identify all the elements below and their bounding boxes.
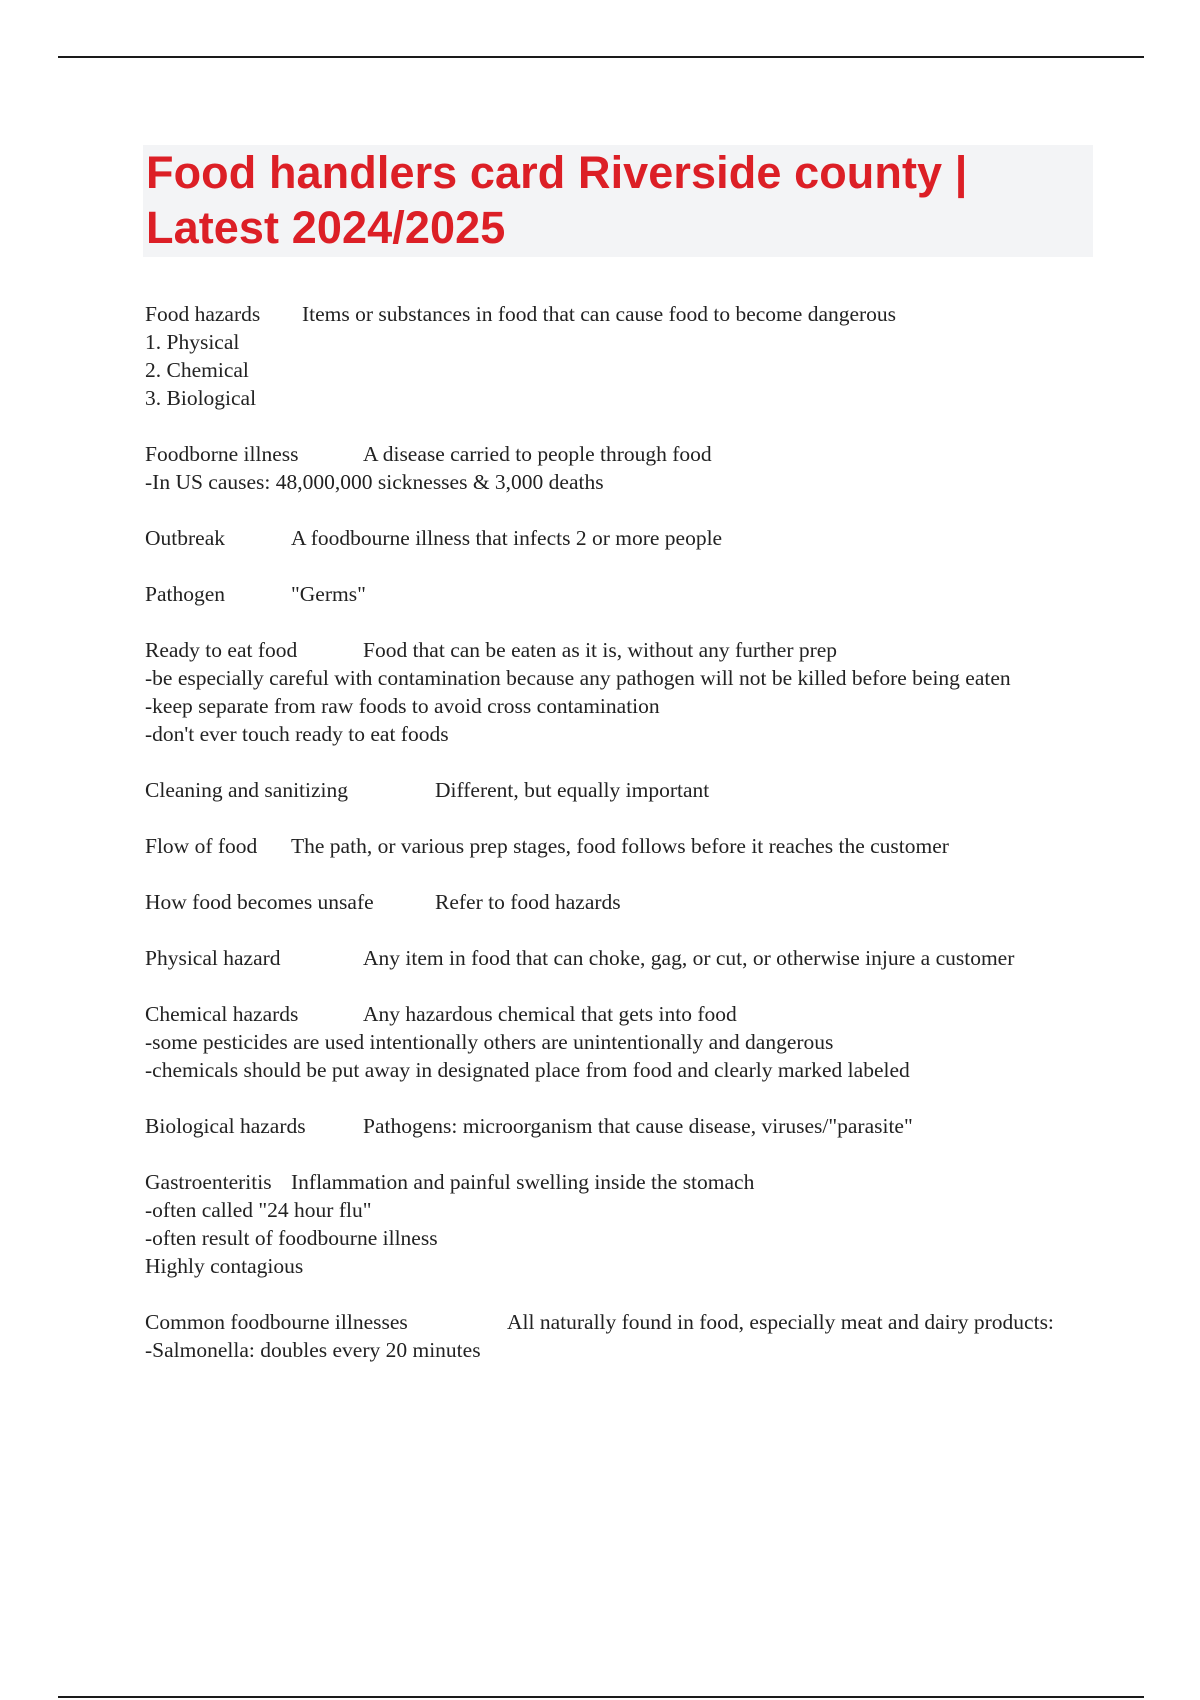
- entry-definition: Different, but equally important: [435, 778, 710, 802]
- entry-detail: -In US causes: 48,000,000 sicknesses & 3,000 deaths: [145, 470, 604, 494]
- entry-definition: The path, or various prep stages, food follows before it reaches the customer: [291, 834, 949, 858]
- entry-detail: -often called "24 hour flu": [145, 1198, 372, 1222]
- flashcard-entry: [145, 832, 1085, 860]
- entry-term: Ready to eat food: [145, 638, 298, 662]
- flashcard-entry: [145, 1000, 1085, 1084]
- flashcard-entry: [145, 636, 1085, 748]
- flashcard-entry: [145, 1112, 1085, 1140]
- entry-definition: Items or substances in food that can cause food to become dangerous: [302, 302, 897, 326]
- entry-heading: [145, 580, 1085, 608]
- entry-detail: -don't ever touch ready to eat foods: [145, 722, 449, 746]
- flashcard-entry: [145, 300, 1085, 412]
- entry-definition: Refer to food hazards: [435, 890, 621, 914]
- entry-definition: Inflammation and painful swelling inside the stomach: [291, 1170, 755, 1194]
- entry-term: Food hazards: [145, 302, 261, 326]
- entry-definition: "Germs": [291, 582, 366, 606]
- flashcard-entry: [145, 440, 1085, 496]
- entry-detail: -often result of foodbourne illness: [145, 1226, 438, 1250]
- entry-definition: Any item in food that can choke, gag, or cut, or otherwise injure a customer: [363, 946, 1015, 970]
- entry-term: Physical hazard: [145, 946, 281, 970]
- entry-term: Common foodbourne illnesses: [145, 1310, 408, 1334]
- entry-term: Biological hazards: [145, 1114, 306, 1138]
- footer-rule: [58, 1696, 1144, 1698]
- entry-heading: [145, 300, 1085, 328]
- entry-heading: [145, 776, 1085, 804]
- flashcard-entry: [145, 888, 1085, 916]
- flashcard-entry: [145, 944, 1085, 972]
- entry-definition: A foodbourne illness that infects 2 or more people: [291, 526, 723, 550]
- flashcard-entry: [145, 776, 1085, 804]
- entry-term: Cleaning and sanitizing: [145, 778, 349, 802]
- document-title-line-1: Food handlers card Riverside county |: [146, 147, 968, 198]
- entry-term: Gastroenteritis: [145, 1170, 272, 1194]
- entry-definition: Food that can be eaten as it is, without any further prep: [363, 638, 838, 662]
- entry-detail: -be especially careful with contamination because any pathogen will not be killed before being eaten: [145, 666, 1011, 690]
- document-title: [146, 145, 1093, 255]
- entry-heading: [145, 636, 1085, 664]
- entry-definition: Pathogens: microorganism that cause disease, viruses/"parasite": [363, 1114, 913, 1138]
- flashcard-entry: [145, 580, 1085, 608]
- entry-term: Chemical hazards: [145, 1002, 299, 1026]
- entry-heading: [145, 440, 1085, 468]
- entry-detail: 1. Physical: [145, 330, 240, 354]
- entry-heading: [145, 832, 1085, 860]
- entry-heading: [145, 1000, 1085, 1028]
- entry-detail: -keep separate from raw foods to avoid cross contamination: [145, 694, 660, 718]
- entry-heading: [145, 1308, 1085, 1336]
- entry-detail: -some pesticides are used intentionally others are unintentionally and dangerous: [145, 1030, 834, 1054]
- flashcard-entry: [145, 524, 1085, 552]
- header-rule: [58, 56, 1144, 58]
- entry-heading: [145, 1112, 1085, 1140]
- entry-definition: A disease carried to people through food: [363, 442, 712, 466]
- entry-definition: All naturally found in food, especially meat and dairy products:: [507, 1310, 1054, 1334]
- entry-detail: -chemicals should be put away in designated place from food and clearly marked labeled: [145, 1058, 910, 1082]
- entry-term: Flow of food: [145, 834, 258, 858]
- document-title-line-2: Latest 2024/2025: [146, 202, 506, 253]
- entry-definition: Any hazardous chemical that gets into food: [363, 1002, 737, 1026]
- flashcard-entry: [145, 1308, 1085, 1364]
- entry-term: Pathogen: [145, 582, 226, 606]
- entry-detail: -Salmonella: doubles every 20 minutes: [145, 1338, 481, 1362]
- entry-heading: [145, 888, 1085, 916]
- entry-detail: 2. Chemical: [145, 358, 249, 382]
- entry-term: Foodborne illness: [145, 442, 299, 466]
- entry-term: Outbreak: [145, 526, 225, 550]
- flashcard-list: [145, 300, 1085, 1392]
- flashcard-entry: [145, 1168, 1085, 1280]
- entry-heading: [145, 524, 1085, 552]
- title-banner: [143, 145, 1093, 257]
- entry-detail: Highly contagious: [145, 1254, 304, 1278]
- entry-heading: [145, 1168, 1085, 1196]
- entry-detail: 3. Biological: [145, 386, 257, 410]
- entry-heading: [145, 944, 1085, 972]
- entry-term: How food becomes unsafe: [145, 890, 374, 914]
